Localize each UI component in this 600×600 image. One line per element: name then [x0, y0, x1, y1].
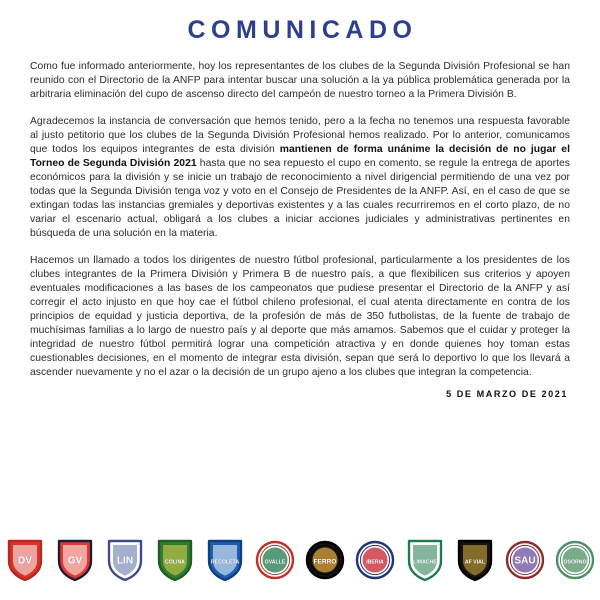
- club-crest-icon: [255, 537, 295, 583]
- club-crest-icon: [5, 537, 45, 583]
- crest-deportes-linares-label: LIN: [116, 555, 134, 567]
- club-crest-icon: [55, 537, 95, 583]
- club-crest-icon: [505, 537, 545, 583]
- crest-deportes-iberia-label: IBERIA: [366, 559, 384, 566]
- club-crest-icon: [355, 537, 395, 583]
- paragraph-3: [30, 254, 570, 380]
- club-crest-icon: [555, 537, 595, 583]
- crest-deportes-limache-label: LIMACHE: [413, 559, 437, 566]
- club-crest-icon: [405, 537, 445, 583]
- document-body: [30, 60, 570, 380]
- crest-colina: [155, 537, 195, 583]
- crest-provincial-osorno-label: OSORNO: [563, 559, 587, 566]
- crest-colina-label: COLINA: [165, 559, 185, 566]
- crest-provincial-ovalle-label: OVALLE: [264, 559, 286, 566]
- crest-fernandez-vial-label: AF VIAL: [464, 559, 486, 566]
- crest-deportes-limache: [405, 537, 445, 583]
- crest-general-velasquez: [55, 537, 95, 583]
- crest-san-antonio-unido-label: SAU: [514, 555, 536, 567]
- club-crest-strip: [0, 534, 600, 586]
- crest-provincial-osorno: [555, 537, 595, 583]
- club-crest-icon: [105, 537, 145, 583]
- crest-deportes-valdivia: [5, 537, 45, 583]
- paragraph-2-run-0: Agradecemos la instancia de conversación que hemos tenido, pero a la fecha no tenemos una respuesta favorable al justo petitorio que los clubes de la Segunda División Profesional hemos realizado. Por lo anterior, comunicamos que todos los equipos integrantes de esta división: [30, 115, 570, 155]
- paragraph-2: [30, 115, 570, 241]
- document-date: 5 DE MARZO DE 2021: [446, 388, 568, 399]
- crest-deportes-iberia: [355, 537, 395, 583]
- crest-general-velasquez-label: GV: [67, 555, 83, 567]
- paragraph-1-run-0: Como fue informado anteriormente, hoy los representantes de los clubes de la Segunda División Profesional se han reunido con el Directorio de la ANFP para intentar buscar una solución a la ya pública problemática generada por la arbitraria eliminación del cupo de ascenso directo del campeón de nuestro torneo a la Primera División B.: [30, 61, 570, 101]
- paragraph-2-run-1: mantienen de forma unánime la decisión de no jugar el Torneo de Segunda División 2021: [30, 143, 570, 169]
- crest-club-ferroviarios: [305, 537, 345, 583]
- club-crest-icon: [205, 537, 245, 583]
- paragraph-2-run-2: hasta que no sea repuesto el cupo en comento, se regule la entrega de aportes económicos para la división y se inicie un trabajo de reconocimiento a nivel dirigencial permitiendo de una vez por todas que la Segunda División tenga voz y voto en el Consejo de Presidentes de la ANFP. Así, en el caso de que se extingan todas las instancias gremiales y deportivas existentes y a las cuales recurriremos en el corto plazo, de no variar el escenario actual, obligará a los clubes a iniciar acciones judiciales y administrativas pertinentes en búsqueda de una solución en la materia.: [30, 157, 571, 240]
- crest-provincial-ovalle: [255, 537, 295, 583]
- crest-fernandez-vial: [455, 537, 495, 583]
- paragraph-1: [30, 60, 570, 102]
- club-crest-icon: [155, 537, 195, 583]
- paragraph-3-run-0: Hacemos un llamado a todos los dirigentes de nuestro fútbol profesional, particularmente a los presidentes de los clubes integrantes de la Primera División y Primera B de nuestro país, a que flexibilicen sus criterios y apoyen eventuales modificaciones a las bases de los campeonatos que pudiese presentar el Directorio de la ANFP y así corregir el acto injusto en que hoy cae el fútbol chileno profesional, el cual atenta directamente en contra de los principios de equidad y justicia deportiva, de la profesión de más de 350 futbolistas, de la fuente de trabajo de muchísimas familias a lo largo de nuestro país y al deporte que más amamos. Sabemos que el cuidar y proteger la integridad de nuestro fútbol permitirá lograr una competición atractiva y en donde quienes hoy toman estas cuestionables decisiones, en el momento de integrar esta división, sepan que será lo deportivo lo que los llevará a ascender nuevamente y no el azar o la decisión de un grupo ajeno a los clubes que integran la competencia.: [30, 254, 570, 378]
- page-title: COMUNICADO: [187, 16, 418, 44]
- crest-deportes-valdivia-label: DV: [18, 555, 32, 567]
- crest-club-ferroviarios-label: FERRO: [313, 558, 337, 566]
- club-crest-icon: [305, 537, 345, 583]
- crest-deportes-linares: [105, 537, 145, 583]
- crest-deportes-recoleta-label: RECOLETA: [210, 559, 240, 566]
- crest-san-antonio-unido: [505, 537, 545, 583]
- crest-deportes-recoleta: [205, 537, 245, 583]
- club-crest-icon: [455, 537, 495, 583]
